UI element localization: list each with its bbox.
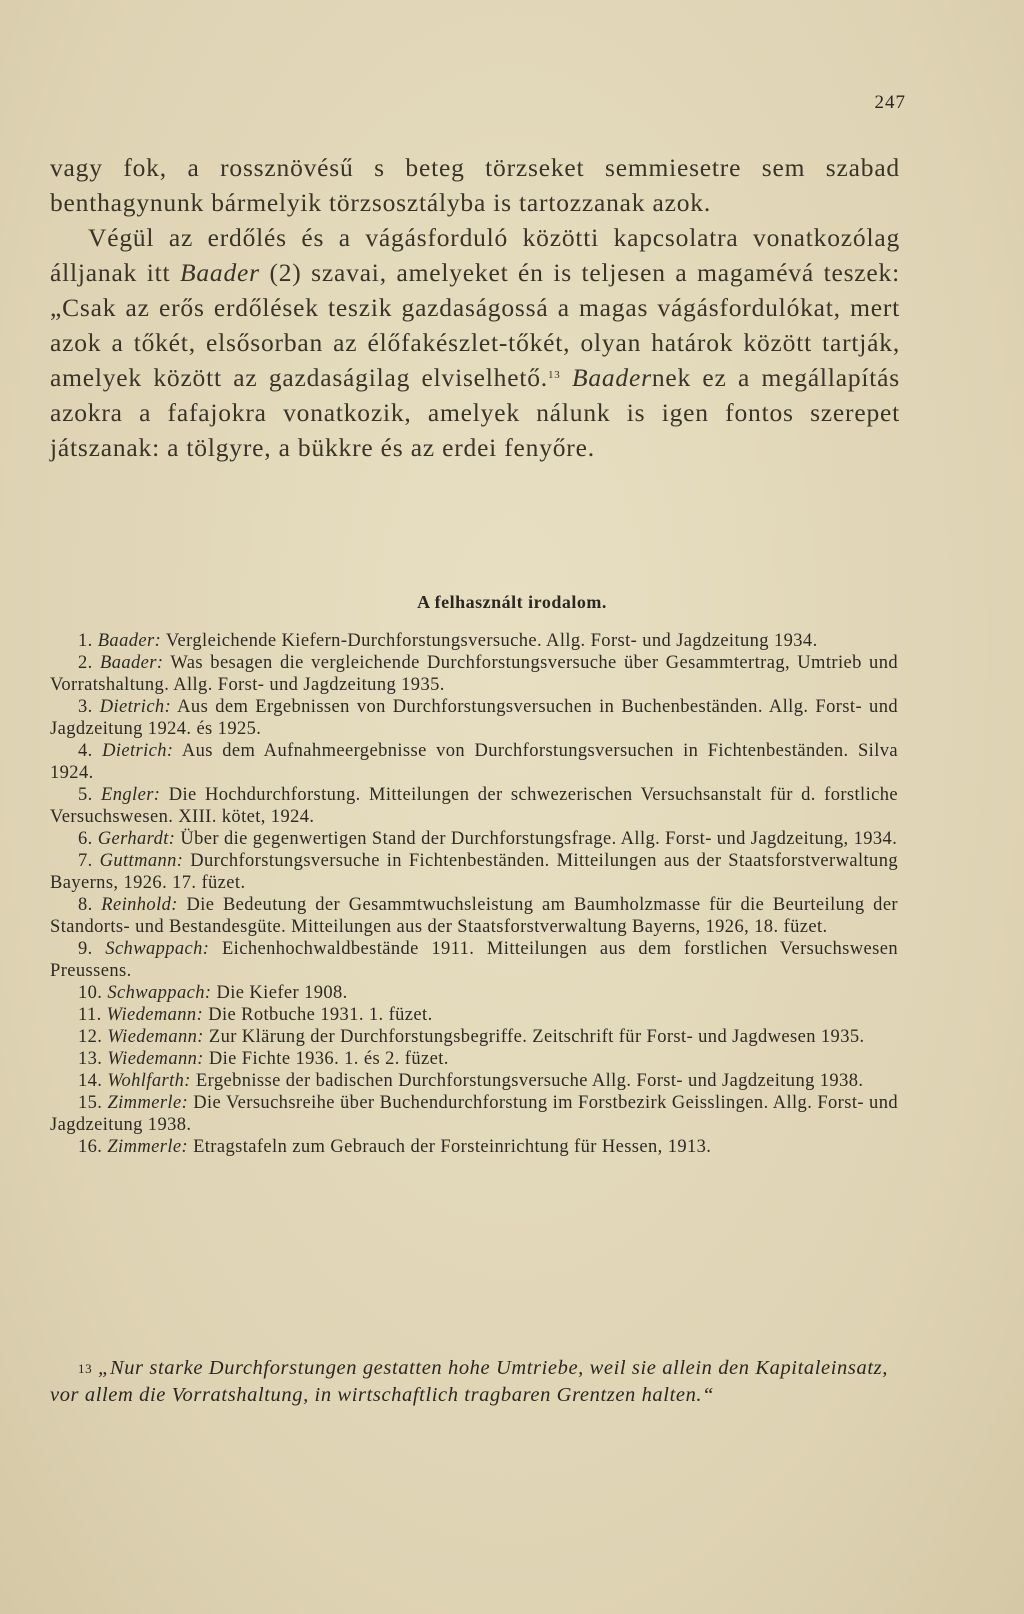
reference-author: Wiedemann:	[107, 1049, 204, 1069]
reference-author: Wiedemann:	[107, 1027, 204, 1047]
reference-author: Dietrich:	[99, 697, 172, 717]
paragraph-1: vagy fok, a rossznövésű s beteg törzseket semmiesetre sem szabad benthagynunk bármelyik törzsosztályba is tartozzanak azok.	[50, 153, 900, 217]
reference-item	[50, 1092, 898, 1136]
reference-number: 3.	[78, 697, 93, 717]
author-baader-possessive: Baader	[571, 363, 652, 392]
reference-number: 9.	[78, 939, 93, 959]
reference-number: 12.	[78, 1027, 103, 1047]
reference-text: Etragstafeln zum Gebrauch der Forsteinrichtung für Hessen, 1913.	[193, 1137, 712, 1157]
paragraph-2-part-b: (2) szavai, amelyeket én is teljesen a magamévá teszek: „Csak az erős erdőlések teszik gazdaságossá a magas vágásfordulókat, mert azok a tőkét, elsősorban az élőfakészlet-tőkét, olyan határok között tartják, amelyek között az gazdaságilag elviselhető.	[50, 258, 900, 392]
reference-author: Baader:	[97, 631, 162, 651]
footnote	[50, 1355, 900, 1409]
paragraph-2	[50, 220, 900, 465]
reference-item	[50, 894, 898, 938]
paragraph-2-part-c: nek ez a megállapítás azokra a fafajokra vonatkozik, amelyek nálunk is igen fontos szerepet játszanak: a tölgyre, a bükkre és az erdei fenyőre.	[50, 363, 900, 462]
main-text	[50, 150, 900, 465]
reference-item	[50, 696, 898, 740]
reference-text: Die Kiefer 1908.	[216, 983, 348, 1003]
reference-author: Reinhold:	[101, 895, 178, 915]
reference-item	[50, 784, 898, 828]
reference-text: Die Fichte 1936. 1. és 2. füzet.	[208, 1049, 449, 1069]
reference-text: Die Rotbuche 1931. 1. füzet.	[208, 1005, 433, 1025]
reference-text: Aus dem Ergebnissen von Durchforstungsversuchen in Buchenbeständen. Allg. Forst- und Jagdzeitung 1924. és 1925.	[50, 697, 898, 739]
reference-number: 14.	[78, 1071, 103, 1091]
reference-number: 7.	[78, 851, 93, 871]
reference-text: Die Hochdurchforstung. Mitteilungen der schwezerischen Versuchsanstalt für d. forstliche Versuchswesen. XIII. kötet, 1924.	[50, 785, 899, 827]
references-heading: A felhasznált irodalom.	[417, 592, 607, 612]
author-baader-citation: Baader	[179, 258, 260, 287]
reference-number: 16.	[78, 1137, 103, 1157]
reference-item	[50, 652, 898, 696]
reference-author: Wohlfarth:	[107, 1071, 191, 1091]
reference-item	[50, 1004, 898, 1026]
reference-number: 13.	[78, 1049, 103, 1069]
reference-author: Guttmann:	[99, 851, 184, 871]
footnote-text: „Nur starke Durchforstungen gestatten hohe Umtriebe, weil sie allein den Kapitaleinsatz, vor allem die Vorratshaltung, in wirtschaftlich tragbaren Grentzen halten.“	[50, 1357, 888, 1406]
reference-author: Gerhardt:	[97, 829, 176, 849]
reference-text: Die Bedeutung der Gesammtwuchsleistung am Baumholzmasse für die Beurteilung der Standorts- und Bestandesgüte. Mitteilungen aus der Staatsforstverwaltung Bayerns, 1926, 18. füzet.	[50, 895, 898, 937]
reference-author: Schwappach:	[105, 939, 210, 959]
reference-number: 8.	[78, 895, 93, 915]
reference-number: 4.	[78, 741, 93, 761]
reference-number: 11.	[78, 1005, 102, 1025]
reference-author: Wiedemann:	[106, 1005, 204, 1025]
reference-text: Was besagen die vergleichende Durchforstungsversuche über Gesammtertrag, Umtrieb und Vorratshaltung. Allg. Forst- und Jagdzeitung 1935.	[50, 653, 898, 695]
reference-number: 6.	[78, 829, 93, 849]
reference-text: Zur Klärung der Durchforstungsbegriffe. Zeitschrift für Forst- und Jagdwesen 1935.	[208, 1027, 865, 1047]
reference-item	[50, 1026, 898, 1048]
reference-text: Vergleichende Kiefern-Durchforstungsversuche. Allg. Forst- und Jagdzeitung 1934.	[165, 631, 818, 651]
reference-number: 10.	[78, 983, 103, 1003]
reference-item	[50, 938, 898, 982]
footnote-mark: 13	[78, 1361, 93, 1376]
reference-item	[50, 1070, 898, 1092]
reference-author: Schwappach:	[107, 983, 212, 1003]
reference-number: 5.	[78, 785, 93, 805]
page-number: 247	[874, 92, 906, 113]
paragraph-2-part-a: Végül az erdőlés és a vágásforduló közötti kapcsolatra vonatkozólag álljanak itt	[50, 223, 900, 287]
reference-item	[50, 1048, 898, 1070]
reference-item	[50, 630, 898, 652]
reference-item	[50, 982, 898, 1004]
reference-item	[50, 850, 898, 894]
reference-author: Engler:	[101, 785, 161, 805]
reference-text: Eichenhochwaldbestände 1911. Mitteilungen aus dem forstlichen Versuchswesen Preussens.	[50, 939, 898, 981]
reference-number: 15.	[78, 1093, 103, 1113]
reference-text: Ergebnisse der badischen Durchforstungsversuche Allg. Forst- und Jagdzeitung 1938.	[195, 1071, 864, 1091]
reference-author: Zimmerle:	[107, 1137, 189, 1157]
reference-text: Durchforstungsversuche in Fichtenbeständen. Mitteilungen aus der Staatsforstverwaltung Bayerns, 1926. 17. füzet.	[50, 851, 898, 893]
reference-item	[50, 1136, 898, 1158]
reference-item	[50, 828, 898, 850]
reference-text: Aus dem Aufnahmeergebnisse von Durchforstungsversuchen in Fichtenbeständen. Silva 1924.	[50, 741, 898, 783]
reference-text: Die Versuchsreihe über Buchendurchforstung im Forstbezirk Geisslingen. Allg. Forst- und Jagdzeitung 1938.	[50, 1093, 898, 1135]
reference-author: Zimmerle:	[107, 1093, 189, 1113]
reference-item	[50, 740, 898, 784]
reference-number: 2.	[78, 653, 93, 673]
reference-text: Über die gegenwertigen Stand der Durchforstungsfrage. Allg. Forst- und Jagdzeitung, 1934.	[180, 829, 898, 849]
reference-number: 1.	[78, 631, 93, 651]
reference-author: Dietrich:	[102, 741, 174, 761]
reference-author: Baader:	[100, 653, 164, 673]
footnote-reference: 13	[547, 369, 561, 381]
references-list	[50, 630, 898, 1158]
